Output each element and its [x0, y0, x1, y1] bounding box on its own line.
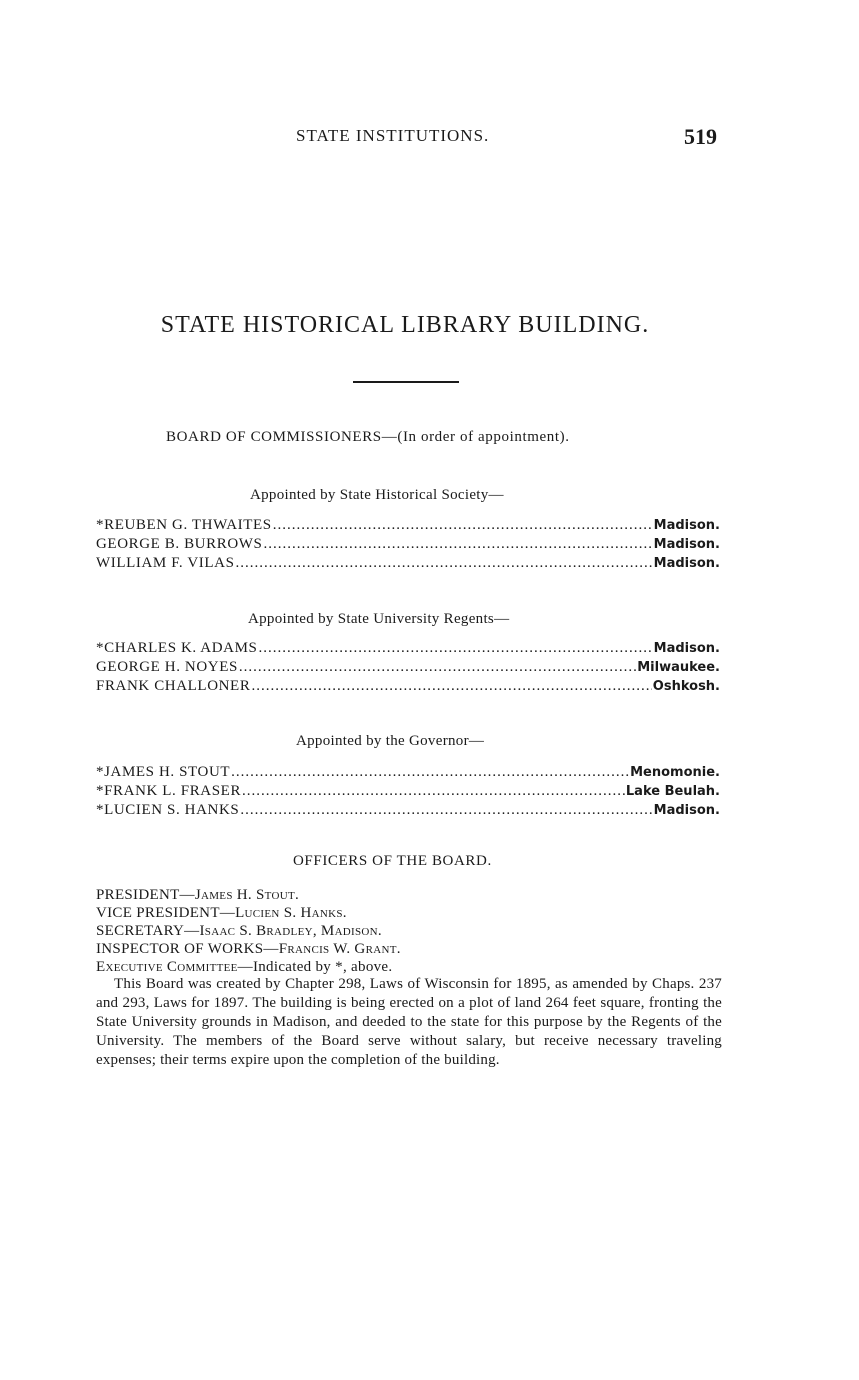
board-heading: BOARD OF COMMISSIONERS—(In order of appointment). — [166, 429, 570, 445]
member-place: Oshkosh. — [652, 679, 720, 694]
member-name: *FRANK L. FRASER — [96, 783, 242, 799]
officers-list — [96, 886, 722, 976]
group-label-governor: Appointed by the Governor— — [296, 733, 485, 749]
group-list-historical-society — [96, 516, 720, 573]
officer-holder: Francis W. Grant. — [278, 941, 401, 957]
member-place: Milwaukee. — [637, 660, 720, 675]
member-name: *JAMES H. STOUT — [96, 764, 231, 780]
member-name: GEORGE B. BURROWS — [96, 536, 263, 552]
board-description: This Board was created by Chapter 298, Laws of Wisconsin for 1895, as amended by Chaps. 237 and 293, Laws for 1897. The building is being erected on a plot of land 264 feet square, fronting the State University grounds in Madison, and deeded to the state for this purpose by the Regents of the University. The members of the Board serve without salary, but receive necessary traveling expenses; their terms expire upon the completion of the building. — [96, 976, 722, 1068]
member-row — [96, 763, 720, 782]
member-place: Madison. — [653, 803, 720, 818]
officer-line — [96, 904, 722, 922]
group-label-historical-society: Appointed by State Historical Society— — [250, 487, 504, 503]
member-name: FRANK CHALLONER — [96, 678, 251, 694]
officer-role: PRESIDENT— — [96, 887, 195, 903]
group-label-university-regents: Appointed by State University Regents— — [248, 611, 510, 627]
member-place: Madison. — [653, 537, 720, 552]
running-head: STATE INSTITUTIONS. — [296, 126, 490, 145]
executive-committee-line — [96, 958, 722, 976]
member-place: Madison. — [653, 556, 720, 571]
member-name: GEORGE H. NOYES — [96, 659, 238, 675]
member-place: Madison. — [653, 518, 720, 533]
page-number: 519 — [684, 124, 717, 149]
member-place: Lake Beulah. — [625, 784, 720, 799]
dot-leader — [251, 677, 651, 695]
executive-committee-note: —Indicated by *, above. — [237, 959, 393, 975]
dot-leader — [242, 782, 625, 800]
dot-leader — [258, 639, 652, 657]
officer-line — [96, 886, 722, 904]
member-row — [96, 801, 720, 820]
dot-leader — [263, 535, 652, 553]
officer-holder: Isaac S. Bradley, Madison. — [199, 923, 382, 939]
member-row — [96, 554, 720, 573]
dot-leader — [240, 801, 652, 819]
dot-leader — [231, 763, 629, 781]
member-name: *CHARLES K. ADAMS — [96, 640, 258, 656]
officer-role: INSPECTOR OF WORKS— — [96, 941, 279, 957]
group-list-university-regents — [96, 639, 720, 696]
member-row — [96, 658, 720, 677]
executive-committee-label: Executive Committee — [96, 959, 238, 975]
member-name: *REUBEN G. THWAITES — [96, 517, 272, 533]
officer-line — [96, 922, 722, 940]
officer-role: SECRETARY— — [96, 923, 200, 939]
dot-leader — [239, 658, 636, 676]
member-row — [96, 782, 720, 801]
dot-leader — [236, 554, 653, 572]
member-row — [96, 677, 720, 696]
officers-heading: OFFICERS OF THE BOARD. — [293, 853, 492, 869]
member-row — [96, 535, 720, 554]
member-place: Menomonie. — [630, 765, 720, 780]
officer-role: VICE PRESIDENT— — [96, 905, 236, 921]
officer-line — [96, 940, 722, 958]
member-name: *LUCIEN S. HANKS — [96, 802, 240, 818]
page-title: STATE HISTORICAL LIBRARY BUILDING. — [160, 312, 650, 338]
member-row — [96, 639, 720, 658]
member-place: Madison. — [653, 641, 720, 656]
member-name: WILLIAM F. VILAS — [96, 555, 235, 571]
officer-holder: Lucien S. Hanks. — [235, 905, 347, 921]
dot-leader — [273, 516, 653, 534]
group-list-governor — [96, 763, 720, 820]
title-rule — [353, 381, 459, 383]
officer-holder: James H. Stout. — [194, 887, 300, 903]
member-row — [96, 516, 720, 535]
